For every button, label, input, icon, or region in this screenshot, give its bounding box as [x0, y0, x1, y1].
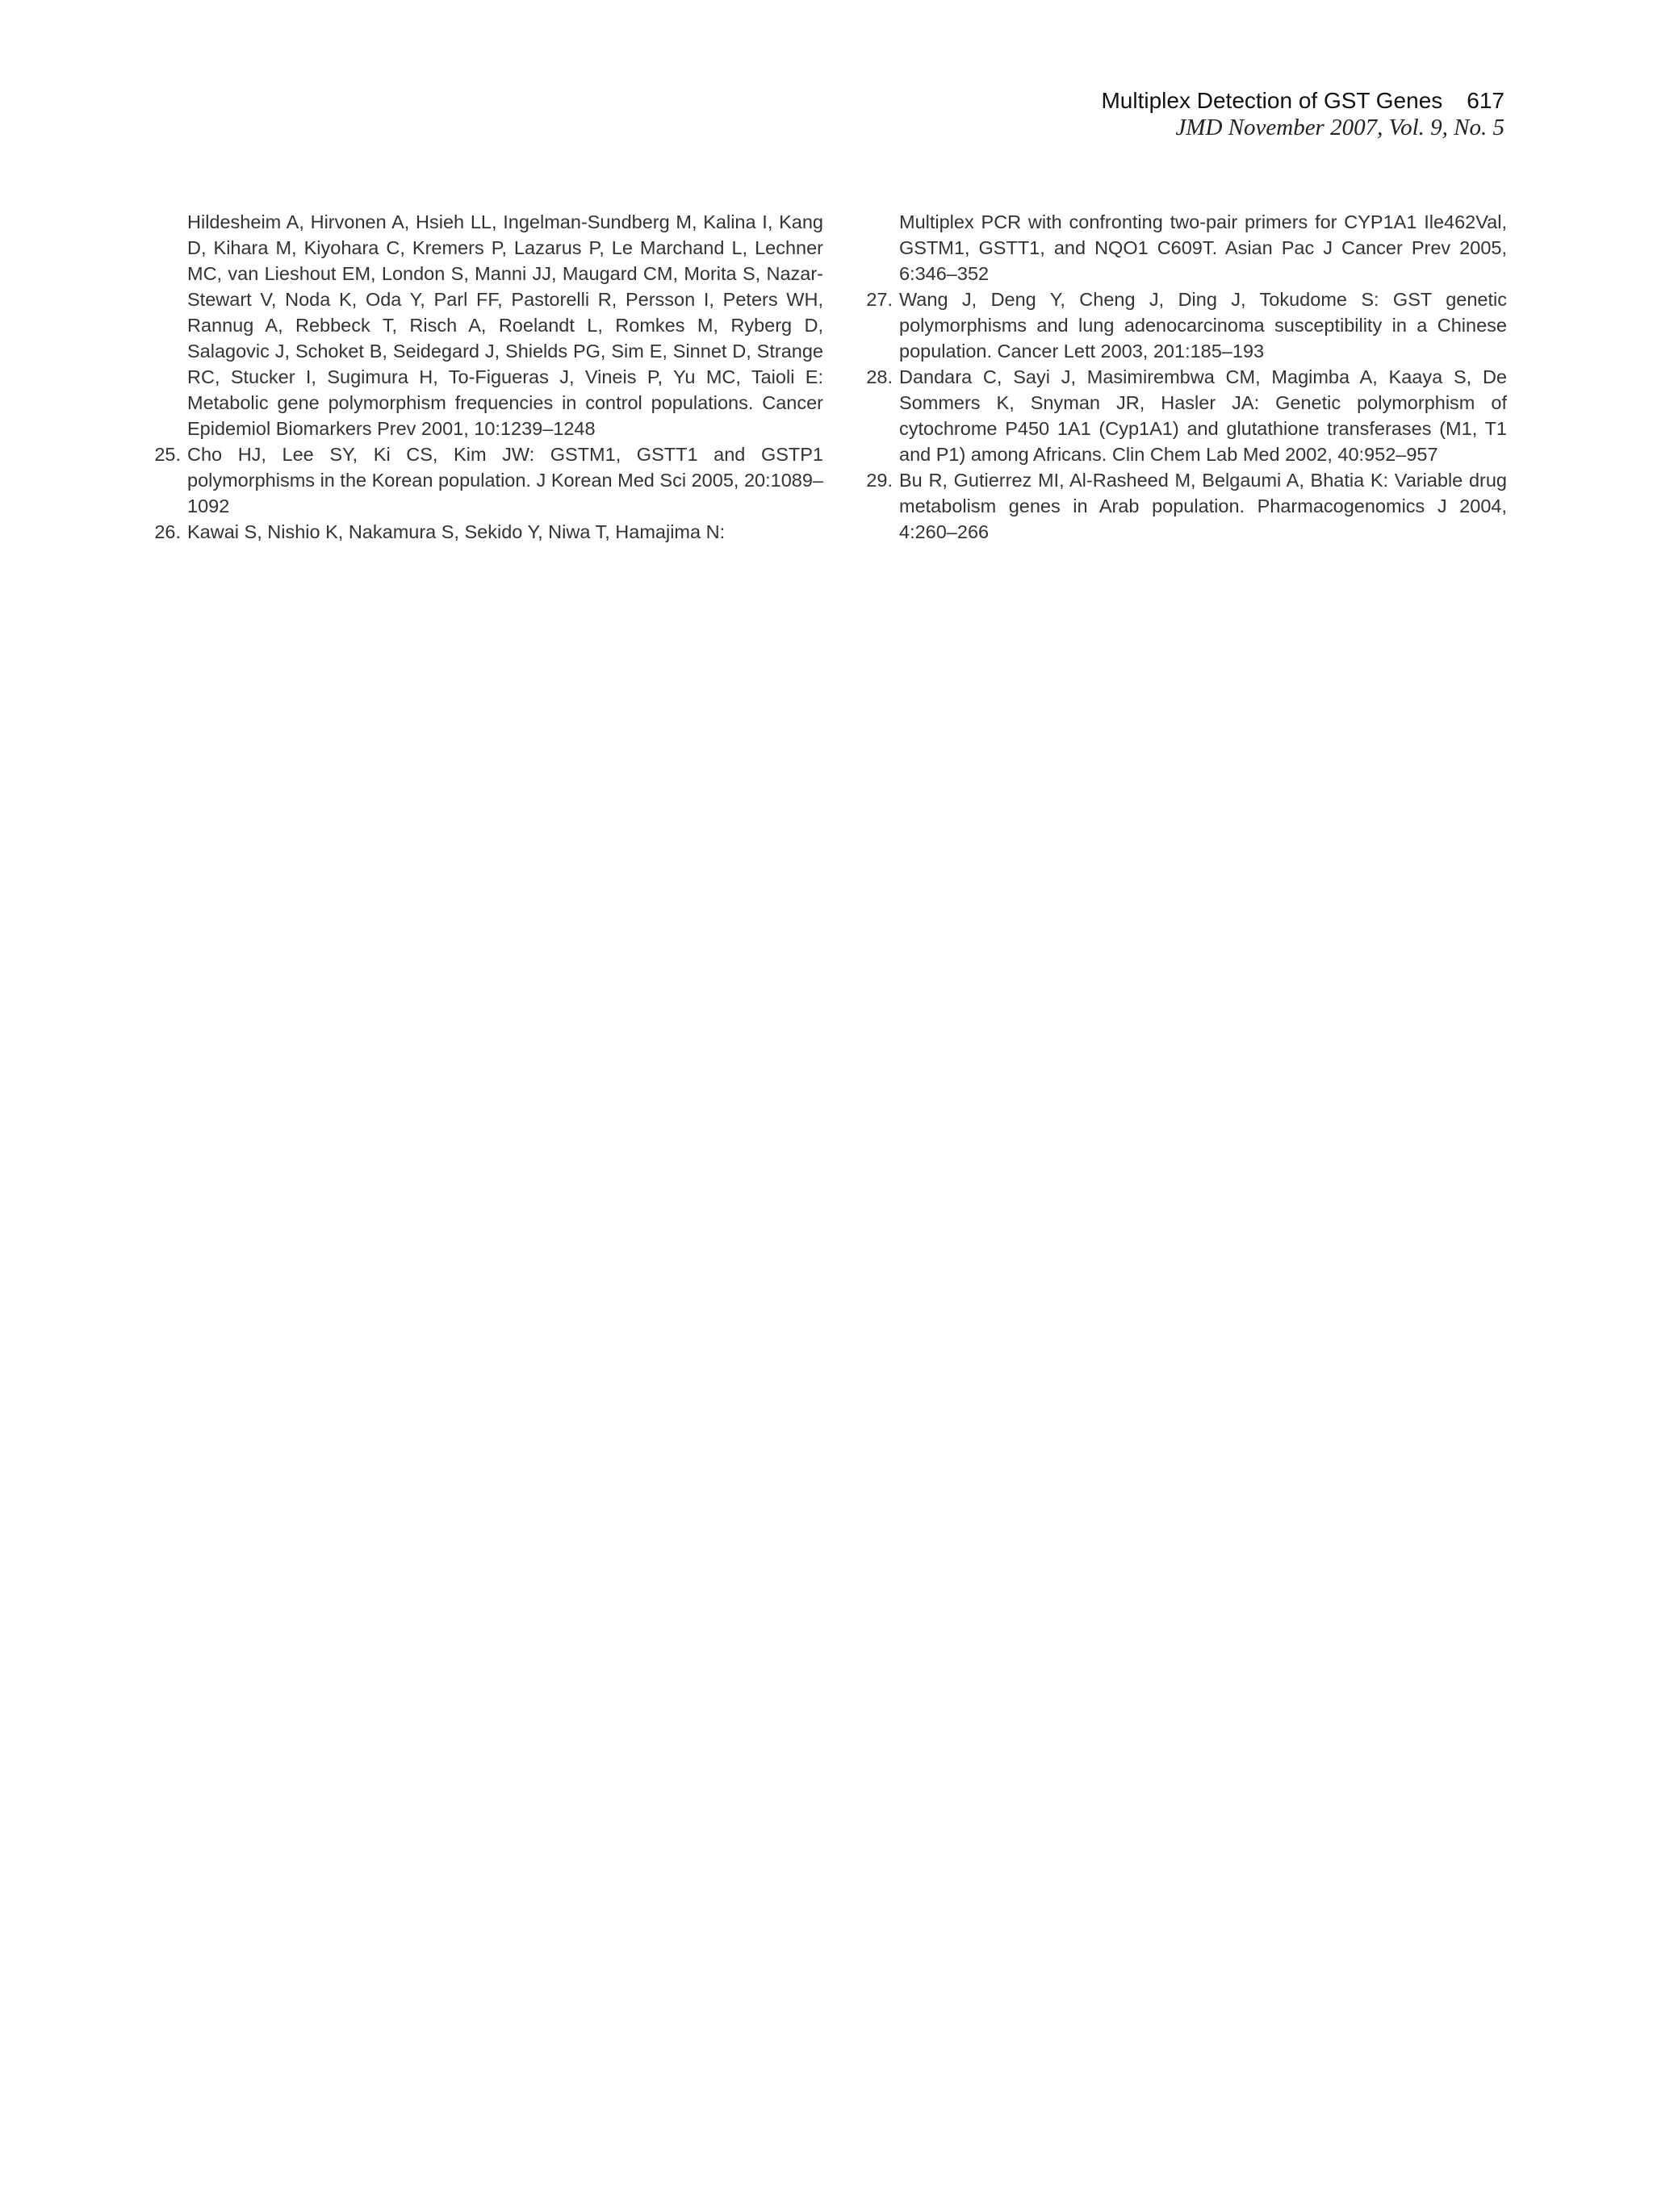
- reference-text: Multiplex PCR with confronting two-pair primers for CYP1A1 Ile462Val, GSTM1, GSTT1, and NQO1 C609T. Asian Pac J Cancer Prev 2005, 6:346–352: [899, 211, 1507, 284]
- reference-item: [861, 467, 1507, 545]
- reference-text: Bu R, Gutierrez MI, Al-Rasheed M, Belgaumi A, Bhatia K: Variable drug metabolism genes in Arab population. Pharmacogenomics J 2004, 4:260–266: [899, 470, 1507, 542]
- reference-number: 25.: [154, 444, 181, 465]
- reference-item: [149, 519, 823, 545]
- reference-number: 29.: [866, 470, 893, 491]
- reference-text: Cho HJ, Lee SY, Ki CS, Kim JW: GSTM1, GSTT1 and GSTP1 polymorphisms in the Korean population. J Korean Med Sci 2005, 20:1089–1092: [187, 444, 823, 516]
- reference-text: Kawai S, Nishio K, Nakamura S, Sekido Y, Niwa T, Hamajima N:: [187, 521, 726, 542]
- reference-item: [149, 209, 823, 441]
- reference-text: Dandara C, Sayi J, Masimirembwa CM, Magimba A, Kaaya S, De Sommers K, Snyman JR, Hasler JA: Genetic polymorphism of cytochrome P450 1A1 (Cyp1A1) and glutathione transferases (M1, T1 and P1) among Africans. Clin Chem Lab Med 2002, 40:952–957: [899, 366, 1507, 465]
- reference-number: 26.: [154, 521, 181, 542]
- running-head: [1101, 87, 1504, 140]
- reference-item: [861, 286, 1507, 364]
- page-number: 617: [1467, 88, 1504, 113]
- reference-number: 28.: [866, 366, 893, 387]
- reference-item: [149, 441, 823, 519]
- reference-text: Hildesheim A, Hirvonen A, Hsieh LL, Ingelman-Sundberg M, Kalina I, Kang D, Kihara M, Kiyohara C, Kremers P, Lazarus P, Le Marchand L, Lechner MC, van Lieshout EM, London S, Manni JJ, Maugard CM, Morita S, Nazar-Stewart V, Noda K, Oda Y, Parl FF, Pastorelli R, Persson I, Peters WH, Rannug A, Rebbeck T, Risch A, Roelandt L, Romkes M, Ryberg D, Salagovic J, Schoket B, Seidegard J, Shields PG, Sim E, Sinnet D, Strange RC, Stucker I, Sugimura H, To-Figueras J, Vineis P, Yu MC, Taioli E: Metabolic gene polymorphism frequencies in control populations. Cancer Epidemiol Biomarkers Prev 2001, 10:1239–1248: [187, 211, 823, 439]
- running-title: Multiplex Detection of GST Genes: [1101, 88, 1443, 113]
- reference-column-right: [861, 209, 1507, 545]
- journal-citation: JMD November 2007, Vol. 9, No. 5: [1175, 115, 1504, 140]
- reference-text: Wang J, Deng Y, Cheng J, Ding J, Tokudome S: GST genetic polymorphisms and lung adenocarcinoma susceptibility in a Chinese population. Cancer Lett 2003, 201:185–193: [899, 289, 1507, 362]
- running-title-line: [1101, 87, 1504, 115]
- reference-column-left: [149, 209, 823, 545]
- reference-number: 27.: [866, 289, 893, 310]
- reference-item: [861, 364, 1507, 467]
- reference-item: [861, 209, 1507, 286]
